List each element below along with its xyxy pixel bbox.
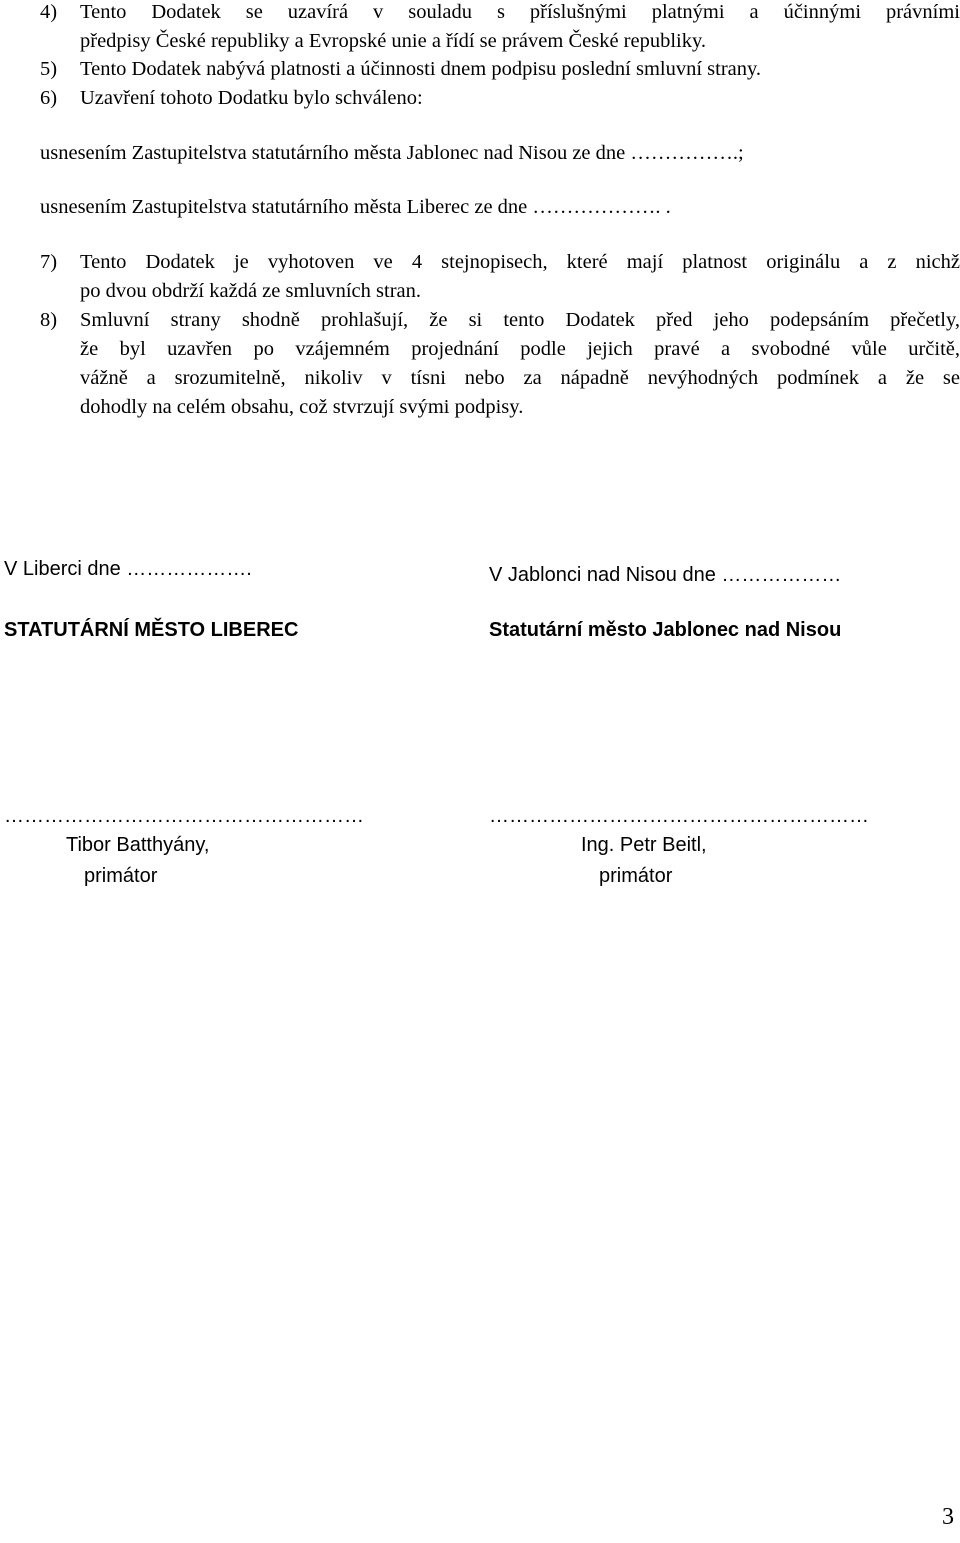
clause-number: 6) — [40, 87, 58, 109]
party-liberec: STATUTÁRNÍ MĚSTO LIBEREC — [4, 619, 299, 641]
clause-line: dohodly na celém obsahu, což stvrzují svými podpisy. — [80, 396, 524, 418]
clause-line: Uzavření tohoto Dodatku bylo schváleno: — [80, 87, 423, 109]
clause-number: 4) — [40, 1, 58, 23]
clause-number: 5) — [40, 58, 58, 80]
clause-line: Tento Dodatek se uzavírá v souladu s příslušnými platnými a účinnými právními — [80, 1, 960, 23]
resolution-jablonec: usnesením Zastupitelstva statutárního města Jablonec nad Nisou ze dne …………….; — [40, 142, 744, 164]
clause-line: po dvou obdrží každá ze smluvních stran. — [80, 280, 422, 302]
signatory-name-liberec: Tibor Batthyány, — [66, 834, 210, 856]
page-number: 3 — [942, 1504, 954, 1530]
place-date-liberec: V Liberci dne ………………. — [4, 558, 252, 580]
signatory-name-jablonec: Ing. Petr Beitl, — [581, 834, 707, 856]
resolution-liberec: usnesením Zastupitelstva statutárního města Liberec ze dne ………………. . — [40, 196, 671, 218]
clause-line: Smluvní strany shodně prohlašují, že si tento Dodatek před jeho podepsáním přečetly, — [80, 309, 960, 331]
party-jablonec: Statutární město Jablonec nad Nisou — [489, 619, 842, 641]
clause-number: 7) — [40, 251, 58, 273]
signatory-role-liberec: primátor — [84, 865, 158, 887]
clause-line: vážně a srozumitelně, nikoliv v tísni nebo za nápadně nevýhodných podmínek a že se — [80, 367, 960, 389]
signature-line-jablonec: ………………………………………………… — [489, 805, 869, 827]
signatory-role-jablonec: primátor — [599, 865, 673, 887]
clause-line: předpisy České republiky a Evropské unie a řídí se právem České republiky. — [80, 30, 707, 52]
signature-line-liberec: ……………………………………………… — [4, 805, 364, 827]
place-date-jablonec: V Jablonci nad Nisou dne ……………… — [489, 564, 842, 586]
clause-line: Tento Dodatek nabývá platnosti a účinnosti dnem podpisu poslední smluvní strany. — [80, 58, 762, 80]
clause-line: že byl uzavřen po vzájemném projednání podle jejich pravé a svobodné vůle určitě, — [80, 338, 960, 360]
clause-line: Tento Dodatek je vyhotoven ve 4 stejnopisech, které mají platnost originálu a z nichž — [80, 251, 960, 273]
clause-number: 8) — [40, 309, 58, 331]
